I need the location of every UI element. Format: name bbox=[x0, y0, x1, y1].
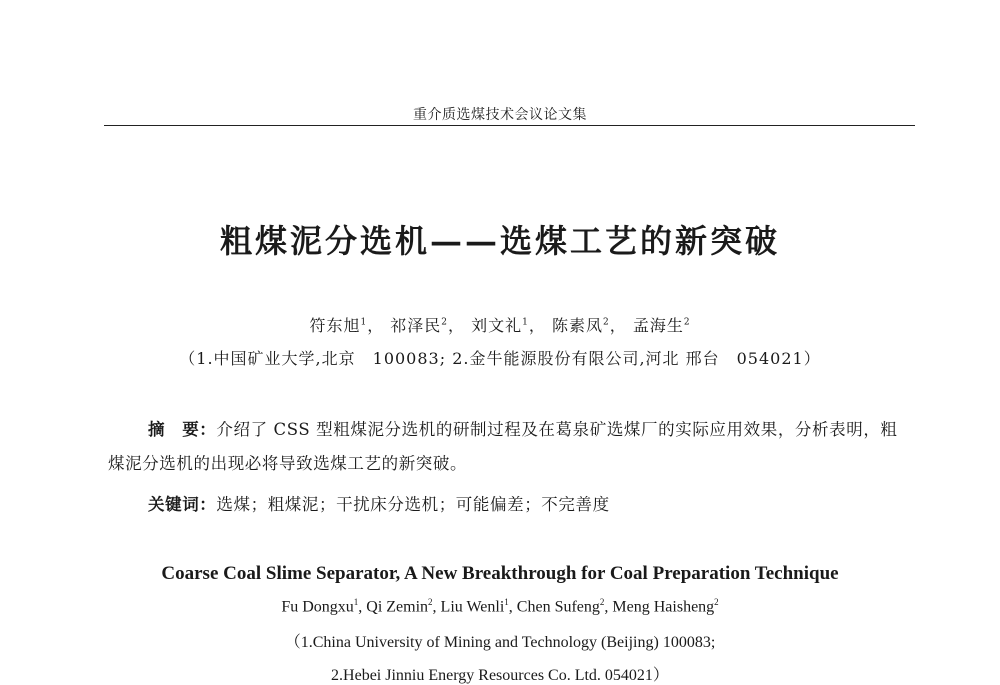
author-name: 陈素凤 bbox=[551, 316, 603, 335]
english-author-affil-mark: 1 bbox=[353, 597, 359, 607]
english-author-affil-mark: 2 bbox=[428, 597, 433, 607]
author-name: 孟海生 bbox=[632, 316, 684, 335]
affiliations: （1.中国矿业大学,北京 100083; 2.金牛能源股份有限公司,河北 邢台 054021） bbox=[179, 349, 821, 368]
author-affil-mark: 1 bbox=[360, 317, 368, 328]
english-title: Coarse Coal Slime Separator, A New Breakthrough for Coal Preparation Technique bbox=[161, 563, 839, 584]
abstract-text: 介绍了 CSS 型粗煤泥分选机的研制过程及在葛泉矿选煤厂的实际应用效果，分析表明，粗煤泥分选机的出现必将导致选煤工艺的新突破。 bbox=[108, 420, 898, 473]
english-author-name: Chen Sufeng bbox=[516, 598, 600, 616]
running-header: 重介质选煤技术会议论文集 bbox=[413, 107, 587, 123]
author-name: 符东旭 bbox=[309, 316, 361, 335]
english-author-name: Liu Wenli bbox=[440, 598, 505, 616]
keywords-text: 选煤；粗煤泥；干扰床分选机；可能偏差；不完善度 bbox=[216, 495, 610, 514]
english-affiliation-1: （1.China University of Mining and Technology (Beijing) 100083; bbox=[284, 634, 716, 651]
english-author-name: Meng Haisheng bbox=[612, 598, 715, 616]
paper-title: 粗煤泥分选机——选煤工艺的新突破 bbox=[219, 222, 780, 260]
header-rule bbox=[104, 125, 915, 126]
abstract bbox=[108, 413, 912, 481]
author-affil-mark: 2 bbox=[602, 317, 610, 328]
english-author-affil-mark: 2 bbox=[714, 597, 719, 607]
english-author-name: Fu Dongxu bbox=[281, 598, 354, 616]
english-author-list: Fu Dongxu$^1$, Qi Zemin$^2$, Liu Wenli$^1$, Chen Sufeng$^2$, Meng Haisheng$^2$ bbox=[281, 597, 719, 616]
english-author-affil-mark: 1 bbox=[504, 597, 509, 607]
keywords-label: 关键词： bbox=[148, 495, 217, 514]
author-affil-mark: 2 bbox=[441, 317, 449, 328]
author-affil-mark: 2 bbox=[683, 317, 691, 328]
english-author-name: Qi Zemin bbox=[366, 598, 429, 616]
author-name: 刘文礼 bbox=[471, 316, 523, 335]
author-affil-mark: 1 bbox=[522, 317, 529, 328]
keywords bbox=[148, 491, 908, 515]
abstract-label: 摘 要： bbox=[148, 420, 217, 439]
author-list: 符东旭$^1$， 祁泽民$^2$， 刘文礼$^1$， 陈素凤$^2$， 孟海生$^2$ bbox=[309, 316, 691, 335]
english-author-affil-mark: 2 bbox=[599, 597, 605, 607]
author-name: 祁泽民 bbox=[390, 316, 442, 335]
english-affiliation-2: 2.Hebei Jinniu Energy Resources Co. Ltd. 054021） bbox=[331, 667, 669, 684]
